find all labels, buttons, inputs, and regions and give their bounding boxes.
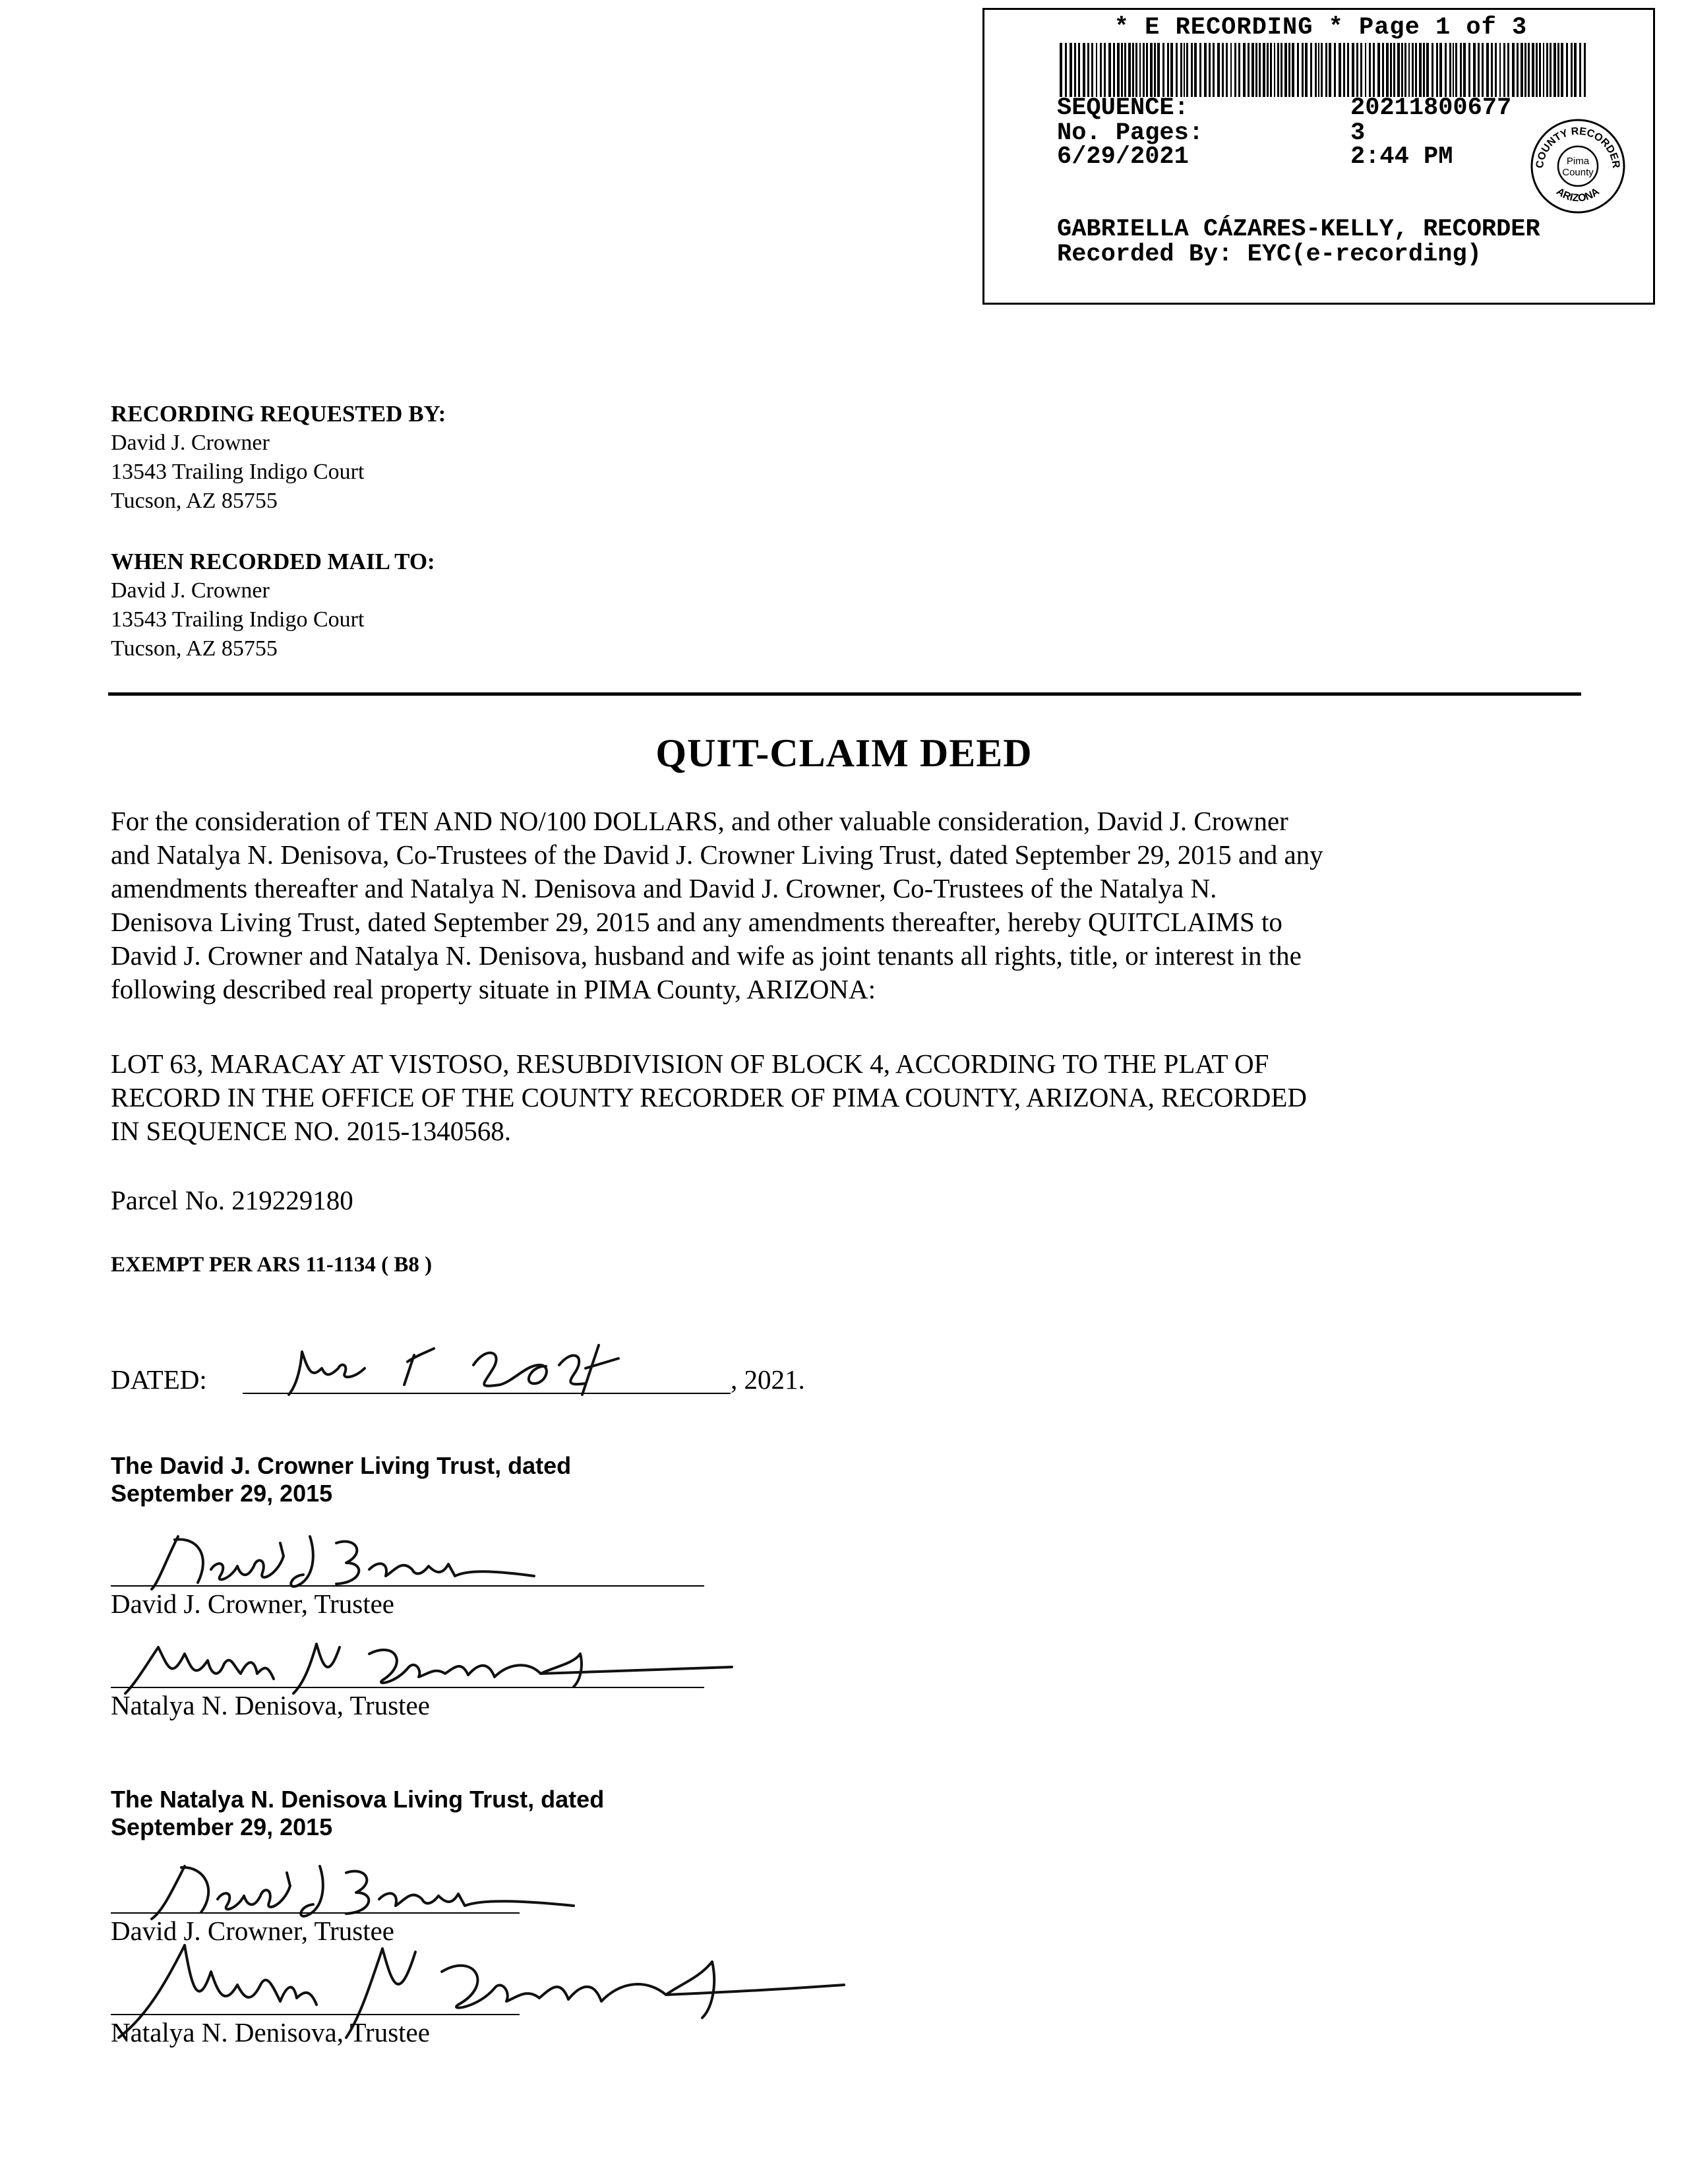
address-line: Tucson, AZ 85755	[111, 636, 278, 661]
svg-text:COUNTY RECORDER: COUNTY RECORDER	[1534, 125, 1622, 169]
paragraph-line: and Natalya N. Denisova, Co-Trustees of the David J. Crowner Living Trust, dated September 29, 2015 and any	[111, 839, 1323, 870]
trust2-signer2: Natalya N. Denisova, Trustee	[111, 2017, 430, 2048]
address-line: David J. Crowner	[111, 431, 270, 455]
barcode-bar	[1277, 43, 1279, 97]
barcode-bar	[1297, 43, 1299, 97]
barcode-bar	[1065, 43, 1067, 97]
recorder-stamp	[982, 8, 1655, 305]
record-time: 2:44 PM	[1350, 143, 1453, 171]
barcode-bar	[1386, 43, 1389, 97]
barcode-bar	[1104, 43, 1106, 97]
divider-rule	[108, 692, 1581, 696]
barcode-bar	[1226, 43, 1228, 97]
barcode-bar	[1310, 43, 1312, 97]
stamp-header: * E RECORDING * Page 1 of 3	[1114, 14, 1528, 42]
barcode-bar	[1100, 43, 1102, 97]
barcode-bar	[1267, 43, 1269, 97]
barcode-bar	[1143, 43, 1145, 97]
barcode-bar	[1154, 43, 1156, 97]
paragraph-line: LOT 63, MARACAY AT VISTOSO, RESUBDIVISION OF BLOCK 4, ACCORDING TO THE PLAT OF	[111, 1048, 1269, 1079]
barcode-bar	[1274, 43, 1275, 97]
document-title: QUIT-CLAIM DEED	[655, 731, 1033, 775]
barcode-bar	[1135, 43, 1137, 97]
paragraph-line: IN SEQUENCE NO. 2015-1340568.	[111, 1116, 511, 1146]
barcode-bar	[1524, 43, 1526, 97]
barcode-bar	[1078, 43, 1080, 97]
barcode-bar	[1463, 43, 1466, 97]
barcode-bar	[1263, 43, 1265, 97]
barcode-bar	[1170, 43, 1173, 97]
barcode-bar	[1460, 43, 1462, 97]
barcode-bar	[1512, 43, 1515, 97]
barcode-bar	[1521, 43, 1523, 97]
address-line: 13543 Trailing Indigo Court	[111, 607, 365, 632]
barcode-bar	[1550, 43, 1552, 97]
paragraph-line: amendments thereafter and Natalya N. Denisova and David J. Crowner, Co-Trustees of the Natalya N.	[111, 873, 1217, 903]
barcode-bar	[1390, 43, 1392, 97]
barcode-bar	[1180, 43, 1182, 97]
barcode	[1060, 43, 1586, 97]
barcode-bar	[1288, 43, 1290, 97]
barcode-bar	[1356, 43, 1358, 97]
barcode-bar	[1302, 43, 1304, 97]
barcode-bar	[1255, 43, 1257, 97]
barcode-bar	[1382, 43, 1384, 97]
barcode-bar	[1415, 43, 1417, 97]
legal-description	[111, 1047, 1588, 1148]
barcode-bar	[1397, 43, 1400, 97]
barcode-bar	[1113, 43, 1115, 97]
barcode-bar	[1176, 43, 1178, 97]
barcode-bar	[1117, 43, 1120, 97]
barcode-bar	[1436, 43, 1438, 97]
barcode-bar	[1167, 43, 1169, 97]
paragraph-line: For the consideration of TEN AND NO/100 DOLLARS, and other valuable consideration, David J. Crowner	[111, 806, 1288, 836]
barcode-bar	[1128, 43, 1131, 97]
pages-value: 3	[1350, 119, 1366, 147]
record-date: 6/29/2021	[1057, 143, 1189, 171]
address-line: David J. Crowner	[111, 578, 270, 603]
dated-suffix: , 2021.	[731, 1364, 805, 1395]
barcode-bar	[1204, 43, 1207, 97]
barcode-bar	[1087, 43, 1089, 97]
barcode-bar	[1162, 43, 1164, 97]
barcode-bar	[1209, 43, 1211, 97]
barcode-bar	[1377, 43, 1380, 97]
barcode-bar	[1369, 43, 1371, 97]
barcode-bar	[1473, 43, 1476, 97]
barcode-bar	[1343, 43, 1345, 97]
barcode-bar	[1091, 43, 1093, 97]
barcode-bar	[1503, 43, 1505, 97]
barcode-bar	[1132, 43, 1134, 97]
barcode-bar	[1453, 43, 1454, 97]
recording-requested-title: RECORDING REQUESTED BY:	[111, 401, 446, 427]
barcode-bar	[1139, 43, 1141, 97]
barcode-bar	[1482, 43, 1484, 97]
barcode-bar	[1557, 43, 1559, 97]
barcode-bar	[1393, 43, 1395, 97]
mail-to-title: WHEN RECORDED MAIL TO:	[111, 549, 435, 574]
barcode-bar	[1507, 43, 1509, 97]
paragraph-line: David J. Crowner and Natalya N. Denisova, husband and wife as joint tenants all rights, title, or interest in the	[111, 940, 1302, 971]
consideration-paragraph	[111, 804, 1588, 1006]
barcode-bar	[1248, 43, 1250, 97]
signature-line	[111, 1687, 704, 1688]
barcode-bar	[1455, 43, 1457, 97]
barcode-bar	[1347, 43, 1349, 97]
barcode-bar	[1536, 43, 1538, 97]
signature-line	[111, 1585, 704, 1587]
barcode-bar	[1074, 43, 1076, 97]
barcode-bar	[1365, 43, 1366, 97]
barcode-bar	[1566, 43, 1568, 97]
barcode-bar	[1426, 43, 1429, 97]
barcode-bar	[1495, 43, 1497, 97]
barcode-bar	[1401, 43, 1403, 97]
svg-text:Pima: Pima	[1566, 156, 1590, 167]
barcode-bar	[1292, 43, 1294, 97]
barcode-bar	[1532, 43, 1534, 97]
svg-text:County: County	[1562, 167, 1594, 178]
barcode-bar	[1184, 43, 1185, 97]
barcode-bar	[1546, 43, 1548, 97]
paragraph-line: Denisova Living Trust, dated September 29, 2015 and any amendments thereafter, hereby QUITCLAIMS to	[111, 907, 1282, 937]
trust-name-line: September 29, 2015	[111, 1813, 333, 1840]
barcode-bar	[1305, 43, 1308, 97]
barcode-bar	[1528, 43, 1530, 97]
barcode-bar	[1186, 43, 1188, 97]
barcode-bar	[1284, 43, 1287, 97]
barcode-bar	[1329, 43, 1331, 97]
barcode-bar	[1499, 43, 1501, 97]
barcode-bar	[1070, 43, 1072, 97]
barcode-bar	[1439, 43, 1442, 97]
barcode-bar	[1334, 43, 1336, 97]
barcode-bar	[1230, 43, 1232, 97]
barcode-bar	[1325, 43, 1327, 97]
barcode-bar	[1321, 43, 1323, 97]
barcode-bar	[1281, 43, 1282, 97]
barcode-bar	[1146, 43, 1148, 97]
barcode-bar	[1491, 43, 1493, 97]
barcode-bar	[1234, 43, 1236, 97]
barcode-bar	[1318, 43, 1319, 97]
handwritten-date	[276, 1339, 698, 1398]
recording-requested-block	[111, 400, 446, 516]
barcode-bar	[1124, 43, 1126, 97]
pages-label: No. Pages:	[1057, 119, 1204, 147]
paragraph-line: RECORD IN THE OFFICE OF THE COUNTY RECORDER OF PIMA COUNTY, ARIZONA, RECORDED	[111, 1082, 1308, 1112]
barcode-bar	[1243, 43, 1246, 97]
parcel-number: Parcel No. 219229180	[111, 1185, 353, 1215]
barcode-bar	[1360, 43, 1362, 97]
barcode-bar	[1191, 43, 1193, 97]
exemption-note: EXEMPT PER ARS 11-1134 ( B8 )	[111, 1253, 433, 1277]
barcode-bar	[1553, 43, 1556, 97]
trust-name-line: The Natalya N. Denisova Living Trust, dated	[111, 1786, 605, 1813]
trust1-signer1: David J. Crowner, Trustee	[111, 1589, 394, 1619]
barcode-bar	[1157, 43, 1160, 97]
svg-text:ARIZONA: ARIZONA	[1554, 186, 1602, 204]
barcode-bar	[1478, 43, 1480, 97]
barcode-bar	[1373, 43, 1375, 97]
barcode-bar	[1270, 43, 1272, 97]
sequence-value: 20211800677	[1350, 94, 1512, 122]
trust-name-line: The David J. Crowner Living Trust, dated	[111, 1452, 572, 1479]
address-line: 13543 Trailing Indigo Court	[111, 460, 365, 484]
trust-name-line: September 29, 2015	[111, 1480, 333, 1507]
sequence-label: SEQUENCE:	[1057, 94, 1189, 122]
mail-to-block	[111, 547, 435, 663]
barcode-bar	[1412, 43, 1414, 97]
trust2-signer1: David J. Crowner, Trustee	[111, 1916, 394, 1946]
barcode-bar	[1419, 43, 1422, 97]
barcode-bar	[1259, 43, 1261, 97]
trust2-name	[111, 1786, 604, 1841]
barcode-bar	[1423, 43, 1425, 97]
barcode-bar	[1404, 43, 1406, 97]
barcode-bar	[1445, 43, 1447, 97]
barcode-bar	[1468, 43, 1470, 97]
barcode-bar	[1486, 43, 1489, 97]
signature-line	[111, 1912, 520, 1914]
barcode-bar	[1194, 43, 1197, 97]
barcode-bar	[1222, 43, 1224, 97]
dated-label: DATED:	[111, 1364, 207, 1395]
trust1-name	[111, 1452, 571, 1507]
barcode-bar	[1199, 43, 1201, 97]
barcode-bar	[1543, 43, 1544, 97]
trust1-signer2: Natalya N. Denisova, Trustee	[111, 1690, 430, 1720]
barcode-bar	[1574, 43, 1577, 97]
barcode-bar	[1579, 43, 1581, 97]
address-line: Tucson, AZ 85755	[111, 489, 278, 513]
barcode-bar	[1121, 43, 1123, 97]
barcode-bar	[1571, 43, 1573, 97]
barcode-bar	[1083, 43, 1085, 97]
barcode-bar	[1339, 43, 1341, 97]
barcode-bar	[1432, 43, 1433, 97]
dated-row	[111, 1345, 902, 1405]
barcode-bar	[1517, 43, 1519, 97]
barcode-bar	[1584, 43, 1586, 97]
barcode-bar	[1352, 43, 1354, 97]
barcode-bar	[1096, 43, 1097, 97]
barcode-bar	[1408, 43, 1410, 97]
barcode-bar	[1251, 43, 1254, 97]
barcode-bar	[1217, 43, 1220, 97]
barcode-bar	[1449, 43, 1451, 97]
barcode-bar	[1238, 43, 1240, 97]
barcode-bar	[1060, 43, 1062, 97]
barcode-bar	[1150, 43, 1153, 97]
barcode-bar	[1108, 43, 1111, 97]
signature-line	[111, 2014, 520, 2015]
paragraph-line: following described real property situate in PIMA County, ARIZONA:	[111, 974, 876, 1004]
barcode-bar	[1213, 43, 1215, 97]
barcode-bar	[1539, 43, 1541, 97]
recorder-name: GABRIELLA CÁZARES-KELLY, RECORDER	[1057, 216, 1540, 243]
county-recorder-seal	[1528, 117, 1627, 216]
barcode-bar	[1561, 43, 1563, 97]
barcode-bar	[1315, 43, 1317, 97]
recorded-by: Recorded By: EYC(e-recording)	[1057, 241, 1482, 268]
